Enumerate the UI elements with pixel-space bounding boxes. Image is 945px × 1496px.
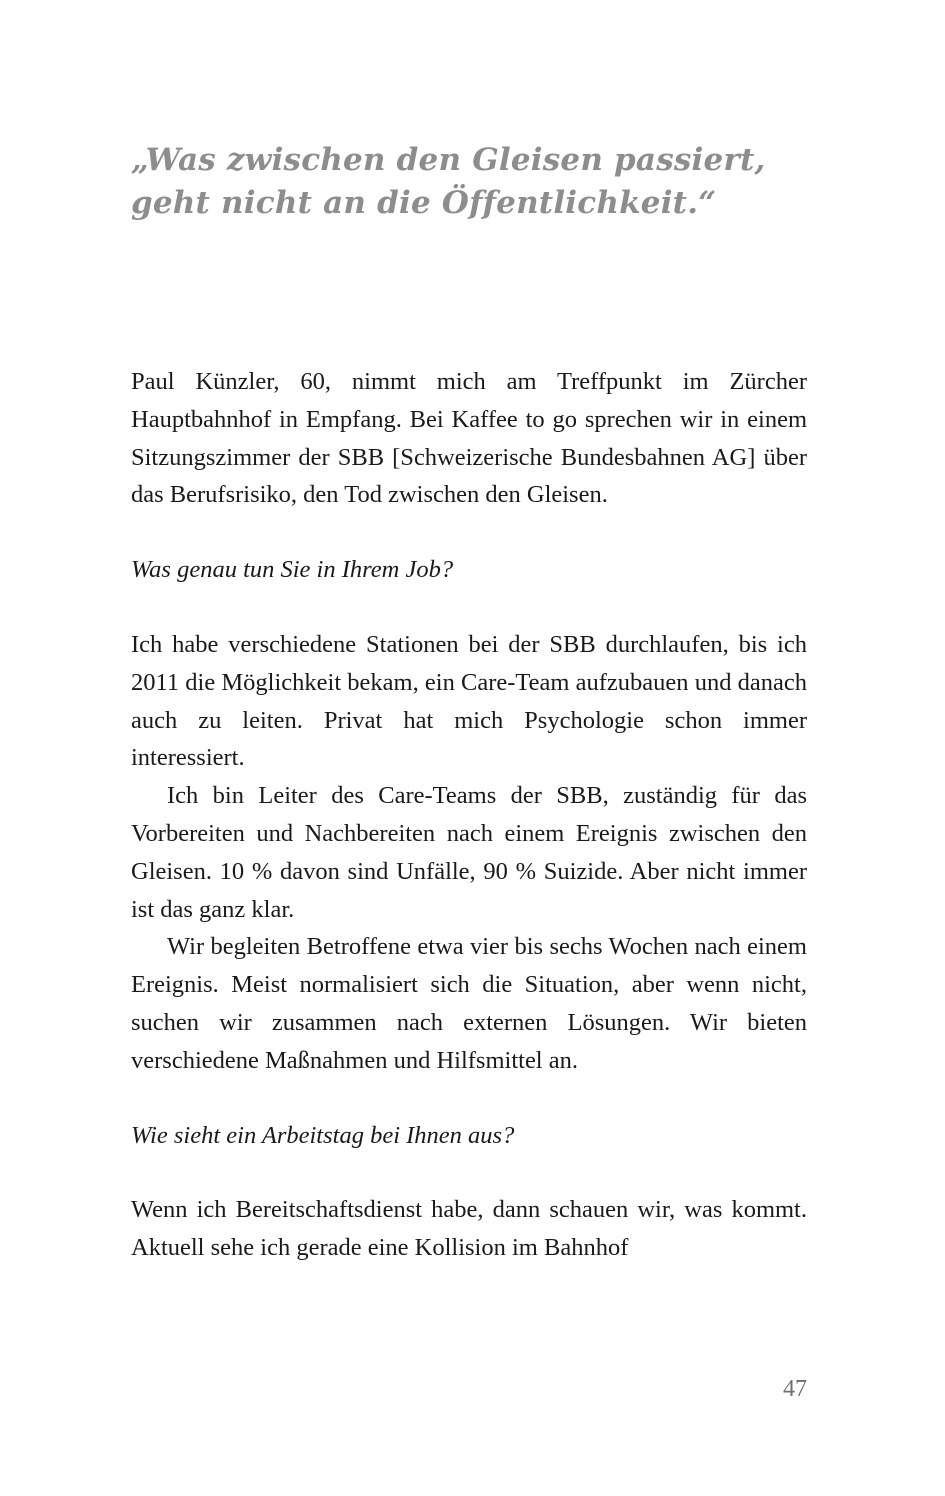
page-number: 47 bbox=[783, 1376, 807, 1402]
paragraph-intro: Paul Künzler, 60, nimmt mich am Treffpunkt im Zürcher Hauptbahnhof in Empfang. Bei Kaffee to go sprechen wir in einem Sitzungszimmer der SBB [Schweizerische Bundesbahnen AG] über das Berufsrisiko, den Tod zwischen den Gleisen. bbox=[131, 368, 807, 509]
body-text bbox=[131, 363, 807, 1267]
paragraph-answer-1b: Ich bin Leiter des Care-Teams der SBB, zuständig für das Vorbereiten und Nachbereiten nach einem Ereignis zwischen den Gleisen. 10 % davon sind Unfälle, 90 % Suizide. Aber nicht immer ist das ganz klar. bbox=[131, 782, 807, 923]
paragraph-answer-1a: Ich habe verschiedene Stationen bei der SBB durchlaufen, bis ich 2011 die Möglichkeit bekam, ein Care-Team aufzubauen und danach auch zu leiten. Privat hat mich Psychologie schon immer interessiert. bbox=[131, 630, 807, 772]
page-title bbox=[131, 139, 831, 225]
paragraph-answer-1c: Wir begleiten Betroffene etwa vier bis sechs Wochen nach einem Ereignis. Meist normalisiert sich die Situation, aber wenn nicht, suchen wir zusammen nach externen Lösungen. Wir bieten verschiedene Maßnahmen und Hilfsmittel an. bbox=[131, 933, 807, 1074]
paragraph-answer-2a: Wenn ich Bereitschaftsdienst habe, dann schauen wir, was kommt. Aktuell sehe ich gerade eine Kollision im Bahnhof bbox=[131, 1196, 807, 1262]
interview-question-2: Wie sieht ein Arbeitstag bei Ihnen aus? bbox=[131, 1121, 515, 1149]
interview-question-1: Was genau tun Sie in Ihrem Job? bbox=[131, 556, 454, 584]
page-title-line-2: geht nicht an die Öffentlichkeit.“ bbox=[131, 184, 717, 221]
page-title-line-1: „Was zwischen den Gleisen passiert, bbox=[131, 141, 766, 178]
